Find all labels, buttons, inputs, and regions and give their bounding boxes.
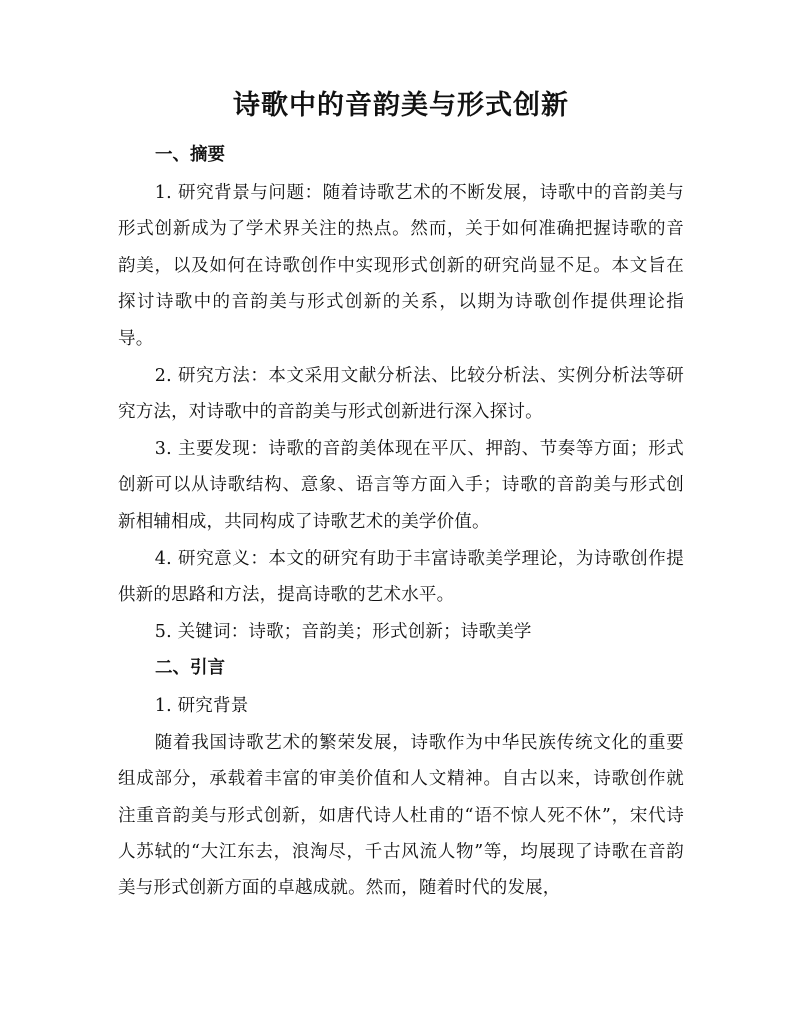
section-heading-abstract: 一、摘要 (155, 145, 225, 165)
intro-paragraph-body: 随着我国诗歌艺术的繁荣发展，诗歌作为中华民族传统文化的重要组成部分，承载着丰富的审美价值和人文精神。自古以来，诗歌创作就注重音韵美与形式创新，如唐代诗人杜甫的“语不惊人死不休”，宋代诗人苏轼的“大江东去，浪淘尽，千古风流人物”等，均展现了诗歌在音韵美与形式创新方面的卓越成就。然而，随着时代的发展， (118, 732, 684, 899)
abstract-paragraph-methods: 2. 研究方法：本文采用文献分析法、比较分析法、实例分析法等研究方法，对诗歌中的音韵美与形式创新进行深入探讨。 (118, 365, 684, 422)
section-heading-introduction: 二、引言 (155, 657, 225, 678)
document-title: 诗歌中的音韵美与形式创新 (233, 90, 569, 121)
abstract-paragraph-keywords: 5. 关键词：诗歌；音韵美；形式创新；诗歌美学 (154, 621, 532, 642)
abstract-paragraph-significance: 4. 研究意义：本文的研究有助于丰富诗歌美学理论，为诗歌创作提供新的思路和方法，提高诗歌的艺术水平。 (118, 548, 684, 605)
abstract-paragraph-background: 1. 研究背景与问题：随着诗歌艺术的不断发展，诗歌中的音韵美与形式创新成为了学术界关注的热点。然而，关于如何准确把握诗歌的音韵美，以及如何在诗歌创作中实现形式创新的研究尚显不足。本文旨在探讨诗歌中的音韵美与形式创新的关系，以期为诗歌创作提供理论指导。 (118, 183, 684, 349)
abstract-paragraph-findings: 3. 主要发现：诗歌的音韵美体现在平仄、押韵、节奏等方面；形式创新可以从诗歌结构、意象、语言等方面入手；诗歌的音韵美与形式创新相辅相成，共同构成了诗歌艺术的美学价值。 (118, 438, 684, 532)
document-page (118, 86, 684, 907)
intro-subheading-background: 1. 研究背景 (154, 695, 249, 716)
